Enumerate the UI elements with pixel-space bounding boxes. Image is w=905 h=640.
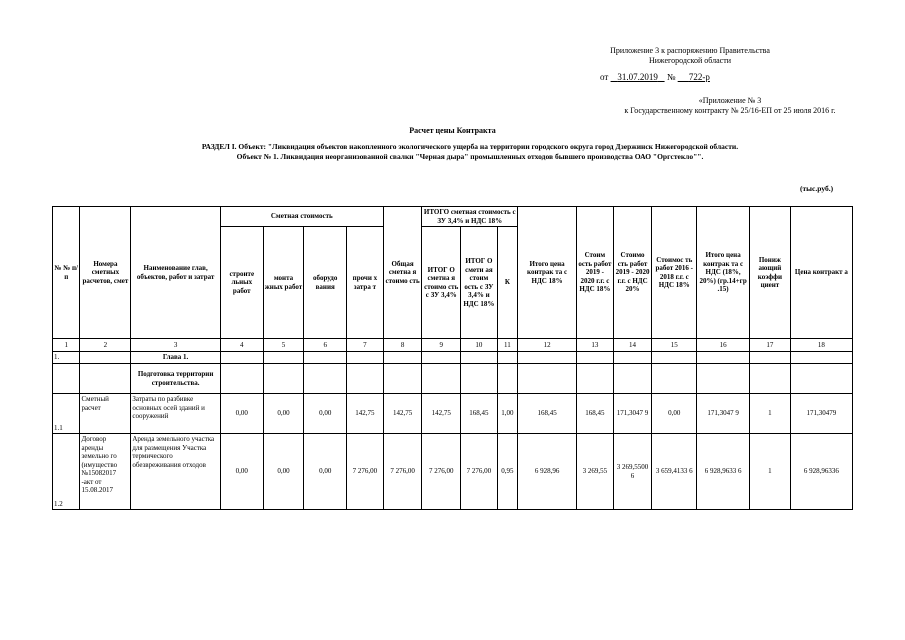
order-number: 722-р [688, 72, 710, 82]
contract-price-table [52, 206, 853, 510]
row-mount: 0,00 [263, 434, 304, 510]
col-cost2019-20: Стоимо сть работ 2019 - 2020 г.г. с НДС 20% [613, 207, 652, 339]
row-cost2019-20: 3 269,5500 6 [613, 434, 652, 510]
col-index: 3 [131, 339, 221, 352]
col-index: 8 [383, 339, 422, 352]
col-index: 14 [613, 339, 652, 352]
col-index: 1 [53, 339, 80, 352]
row-price: 171,30479 [790, 394, 852, 434]
row-equip: 0,00 [304, 394, 347, 434]
row-itogo2: 7 276,00 [461, 434, 498, 510]
row-itogo1: 142,75 [422, 394, 461, 434]
row-other: 142,75 [347, 394, 384, 434]
col-k: К [497, 227, 517, 339]
order-date: 31.07.2019 [617, 72, 658, 82]
row-coef: 1 [750, 434, 791, 510]
table-row [53, 434, 853, 510]
row-coef: 1 [750, 394, 791, 434]
row-contract-total: 6 928,9633 6 [697, 434, 750, 510]
col-name: Наименование глав, объектов, работ и затрат [131, 207, 221, 339]
col-itogo2: ИТОГ О смети ая стоим ость с ЗУ 3,4% и НДС 18% [461, 227, 498, 339]
row-other: 7 276,00 [347, 434, 384, 510]
col-index: 13 [577, 339, 614, 352]
row-k: 1,00 [497, 394, 517, 434]
section-heading [40, 142, 900, 162]
col-index: 5 [263, 339, 304, 352]
appendix-header [560, 46, 820, 66]
row-total: 7 276,00 [383, 434, 422, 510]
appendix-3-header [560, 96, 900, 116]
col-index: 10 [461, 339, 498, 352]
col-total-smet: Общая сметна я стоимо сть [383, 207, 422, 339]
col-index: 6 [304, 339, 347, 352]
row-price: 6 928,96336 [790, 434, 852, 510]
row-total: 142,75 [383, 394, 422, 434]
row-k: 0,95 [497, 434, 517, 510]
row-cost2016: 0,00 [652, 394, 697, 434]
col-build: строите льных работ [220, 227, 263, 339]
col-index: 7 [347, 339, 384, 352]
row-cost2019-18: 3 269,55 [577, 434, 614, 510]
col-index: 12 [518, 339, 577, 352]
row-mount: 0,00 [263, 394, 304, 434]
col-index: 15 [652, 339, 697, 352]
row-estimate: Сметный расчет [80, 394, 131, 434]
col-coef: Пониж ающий коэффи циент [750, 207, 791, 339]
number-prefix: № [666, 72, 676, 82]
date-prefix: от [600, 72, 609, 82]
col-group-smet: Сметная стоимость [220, 207, 383, 227]
row-build: 0,00 [220, 394, 263, 434]
col-contract-total: Итого цена контрак та с НДС (18%, 20%) (гр.14+гр .15) [697, 207, 750, 339]
chapter-row [53, 352, 853, 364]
col-price: Цена контракт а [790, 207, 852, 339]
col-index: 4 [220, 339, 263, 352]
chapter-num: 1. [53, 352, 80, 364]
row-estimate: Договор аренды земельно го (имущество №15082017 -акт от 15.08.2017 [80, 434, 131, 510]
col-equip: оборудо вания [304, 227, 347, 339]
section-line-2: Объект № 1. Ликвидация неорганизованной свалки "Черная дыра" промышленных отходов бывшего производства ОАО "Оргстекло"". [236, 152, 704, 161]
col-index: 9 [422, 339, 461, 352]
units-label: (тыс.руб.) [800, 184, 834, 193]
col-cost2016: Стоимос ть работ 2016 - 2018 г.г. с НДС 18% [652, 207, 697, 339]
col-other: прочи х затра т [347, 227, 384, 339]
chapter-title: Глава 1. [131, 352, 221, 364]
column-number-row [53, 339, 853, 352]
row-contract18: 6 928,96 [518, 434, 577, 510]
table-row [53, 394, 853, 434]
col-contract18: Итого цена контрак та с НДС 18% [518, 207, 577, 339]
col-index: 17 [750, 339, 791, 352]
appendix-line-2: Нижегородской области [648, 56, 731, 65]
col-estimates: Номера сметных расчетов, смет [80, 207, 131, 339]
row-name: Затраты по разбивке основных осей зданий и сооружений [131, 394, 221, 434]
col-num: № № п/ п [53, 207, 80, 339]
col-mount: монта жных работ [263, 227, 304, 339]
row-num: 1.2 [53, 434, 80, 510]
row-contract18: 168,45 [518, 394, 577, 434]
col-index: 2 [80, 339, 131, 352]
chapter-subtitle-row [53, 364, 853, 394]
col-cost2019-18: Стоим ость работ 2019 - 2020 г.г. с НДС 18% [577, 207, 614, 339]
col-index: 16 [697, 339, 750, 352]
col-group-itogo: ИТОГО сметная стоимость с ЗУ 3,4% и НДС 18% [423, 208, 516, 225]
col-itogo1: ИТОГ О сметна я стоимо сть с ЗУ 3,4% [422, 227, 461, 339]
appendix-line-1: Приложение 3 к распоряжению Правительства [610, 46, 770, 55]
order-date-line [600, 72, 820, 82]
page-title: Расчет цены Контракта [409, 126, 496, 135]
col-index: 11 [497, 339, 517, 352]
row-contract-total: 171,3047 9 [697, 394, 750, 434]
row-name: Аренда земельного участка для размещения Участка термического обезвреживания отходов [131, 434, 221, 510]
col-index: 18 [790, 339, 852, 352]
appendix-3-line-1: «Приложение № 3 [698, 96, 762, 105]
chapter-subtitle: Подготовка территории строительства. [131, 364, 221, 394]
row-cost2016: 3 659,4133 6 [652, 434, 697, 510]
row-num: 1.1 [53, 394, 80, 434]
row-cost2019-18: 168,45 [577, 394, 614, 434]
section-line-1: РАЗДЕЛ I. Объект: "Ликвидация объектов накопленного экологического ущерба на территории городского округа город Дзержинск Нижегородской области. [201, 142, 739, 151]
row-itogo1: 7 276,00 [422, 434, 461, 510]
row-itogo2: 168,45 [461, 394, 498, 434]
row-cost2019-20: 171,3047 9 [613, 394, 652, 434]
row-equip: 0,00 [304, 434, 347, 510]
row-build: 0,00 [220, 434, 263, 510]
appendix-3-line-2: к Государственному контракту № 25/16-ЕП от 25 июля 2016 г. [624, 106, 836, 115]
